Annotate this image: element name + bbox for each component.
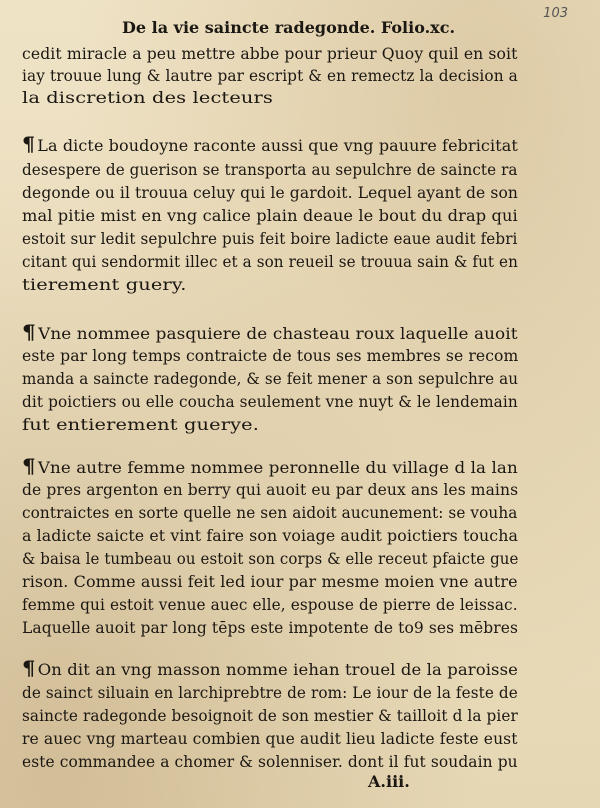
pilcrow-mark: ¶ [22,656,36,680]
text-line: cedit miracle a peu mettre abbe pour prieur Quoy quil en soit [22,45,518,63]
text-line: Vne nommee pasquiere de chasteau roux laquelle auoit [38,325,518,343]
text-line: la discretion des lecteurs [22,89,273,107]
pilcrow-mark: ¶ [22,320,36,344]
text-line: saincte radegonde besoignoit de son mestier & tailloit d la pier [22,707,518,725]
text-line: contraictes en sorte quelle ne sen aidoit aucunement: se vouha [22,504,518,522]
text-line: dit poictiers ou elle coucha seulement vne nuyt & le lendemain [22,393,518,411]
paragraph-start-line [22,134,518,157]
paragraph-start-line [22,456,518,479]
text-line: mal pitie mist en vng calice plain deaue le bout du drap qui [22,207,518,225]
text-line: Laquelle auoit par long tēps este impotente de to9 ses mēbres [22,619,519,637]
signature-mark: A.iii. [368,772,410,791]
text-line: On dit an vng masson nomme iehan trouel de la paroisse [37,661,518,679]
text-line: La dicte boudoyne raconte aussi que vng pauure febricitat [37,137,518,155]
text-line: de pres argenton en berry qui auoit eu par deux ans les mains [22,481,519,499]
text-line: este commandee a chomer & solenniser. dont il fut soudain pu [22,753,518,771]
text-line: iay trouue lung & lautre par escript & en remectz la decision a [22,67,518,85]
text-line: & baisa le tumbeau ou estoit son corps & elle receut pfaicte gue [22,550,519,568]
text-line: a ladicte saicte et vint faire son voiage audit poictiers toucha [22,527,518,545]
text-line: re auec vng marteau combien que audit lieu ladicte feste eust [22,730,518,748]
paragraph-start-line [22,658,518,681]
text-line: manda a saincte radegonde, & se feit mener a son sepulchre au [22,370,519,388]
text-line: de sainct siluain en larchiprebtre de rom: Le iour de la feste de [22,684,518,702]
text-line: degonde ou il trouua celuy qui le gardoit. Lequel ayant de son [22,184,519,202]
text-line: Vne autre femme nommee peronnelle du village d la lan [37,459,518,477]
text-line: estoit sur ledit sepulchre puis feit boire ladicte eaue audit febri [22,230,518,248]
text-line: fut entierement guerye. [22,416,260,434]
text-line: desespere de guerison se transporta au sepulchre de saincte ra [22,161,518,179]
folio-number: 103 [543,6,568,21]
pilcrow-mark: ¶ [22,132,36,156]
text-line: citant qui sendormit illec et a son reueil se trouua sain & fut en [22,253,518,271]
pilcrow-mark: ¶ [22,454,36,478]
text-line: femme qui estoit venue auec elle, espouse de pierre de leissac. [22,596,518,614]
paragraph-start-line [22,322,518,345]
text-line: este par long temps contraicte de tous ses membres se recom [22,347,519,365]
text-line: tierement guery. [22,276,187,294]
running-header: De la vie saincte radegonde. Folio.xc. [122,18,456,37]
text-line: rison. Comme aussi feit led iour par mesme moien vne autre [22,573,518,591]
